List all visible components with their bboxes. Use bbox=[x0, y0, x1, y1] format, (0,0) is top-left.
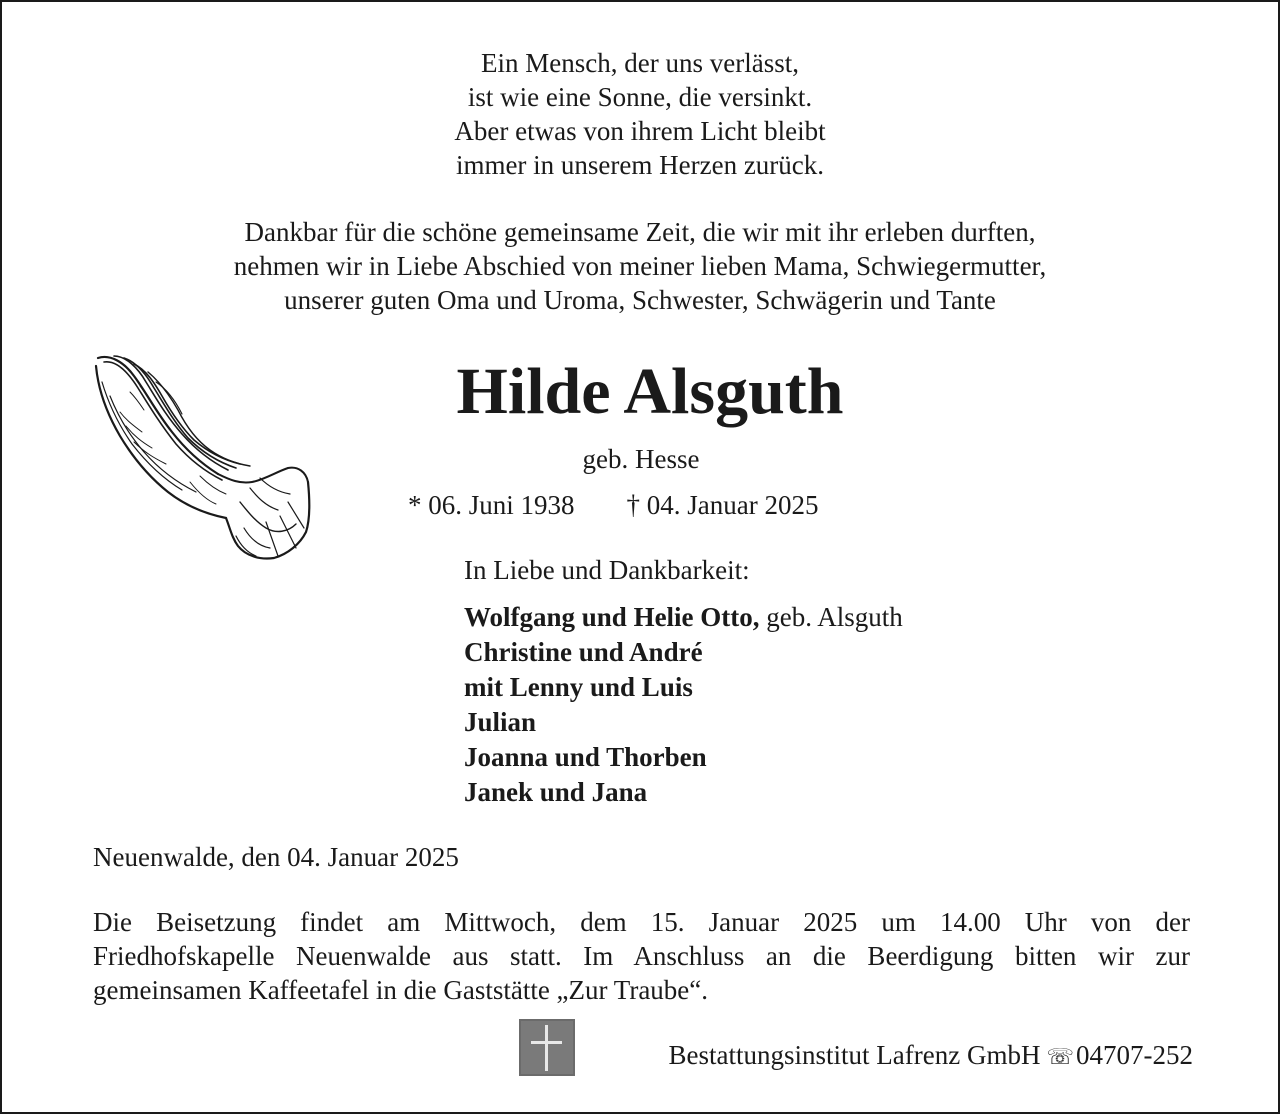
family-entry bbox=[464, 705, 903, 740]
family-names: Julian bbox=[464, 707, 537, 737]
family-entry bbox=[464, 740, 903, 775]
poem-line: ist wie eine Sonne, die versinkt. bbox=[467, 82, 813, 112]
intro-line: unserer guten Oma und Uroma, Schwester, Schwägerin und Tante bbox=[284, 285, 996, 315]
family-list bbox=[464, 600, 903, 810]
funeral-line: Friedhofskapelle Neuenwalde aus statt. Im Anschluss an die Beerdigung bitten wir zur bbox=[93, 941, 1190, 971]
poem-line: Ein Mensch, der uns verlässt, bbox=[481, 48, 799, 78]
birth-date: * 06. Juni 1938 bbox=[408, 490, 575, 520]
undertaker-contact bbox=[669, 1038, 1193, 1075]
intro-line: Dankbar für die schöne gemeinsame Zeit, die wir mit ihr erleben durften, bbox=[244, 217, 1036, 247]
cross-logo-icon bbox=[519, 1019, 575, 1076]
death-date: † 04. Januar 2025 bbox=[626, 490, 819, 520]
funeral-line: Die Beisetzung findet am Mittwoch, dem 15. Januar 2025 um 14.00 Uhr von der bbox=[93, 907, 1190, 937]
family-names: Joanna und Thorben bbox=[464, 742, 707, 772]
closing-phrase: In Liebe und Dankbarkeit: bbox=[464, 555, 750, 585]
intro-text bbox=[2, 215, 1278, 317]
family-names: Janek und Jana bbox=[464, 777, 648, 807]
family-note: geb. Alsguth bbox=[759, 602, 903, 632]
telephone-icon: ☏ bbox=[1046, 1045, 1074, 1070]
undertaker-footer bbox=[519, 1018, 1193, 1078]
family-names: Christine und André bbox=[464, 637, 703, 667]
family-entry bbox=[464, 775, 903, 810]
poem-line: Aber etwas von ihrem Licht bleibt bbox=[454, 116, 826, 146]
poem bbox=[2, 46, 1278, 182]
family-names: mit Lenny und Luis bbox=[464, 672, 693, 702]
family-entry bbox=[464, 600, 903, 635]
funeral-details bbox=[93, 905, 1190, 1007]
deceased-name: Hilde Alsguth bbox=[456, 355, 844, 428]
intro-line: nehmen wir in Liebe Abschied von meiner lieben Mama, Schwiegermutter, bbox=[233, 251, 1047, 281]
family-entry bbox=[464, 635, 903, 670]
maiden-name: geb. Hesse bbox=[582, 444, 700, 474]
family-names: Wolfgang und Helie Otto, bbox=[464, 602, 760, 632]
place-date: Neuenwalde, den 04. Januar 2025 bbox=[93, 842, 459, 872]
poem-line: immer in unserem Herzen zurück. bbox=[455, 150, 825, 180]
life-dates bbox=[408, 488, 818, 522]
family-entry bbox=[464, 670, 903, 705]
funeral-line: gemeinsamen Kaffeetafel in die Gaststätte „Zur Traube“. bbox=[93, 975, 709, 1005]
company-name: Bestattungsinstitut Lafrenz GmbH bbox=[668, 1040, 1041, 1070]
phone-number: 04707-252 bbox=[1076, 1040, 1193, 1070]
